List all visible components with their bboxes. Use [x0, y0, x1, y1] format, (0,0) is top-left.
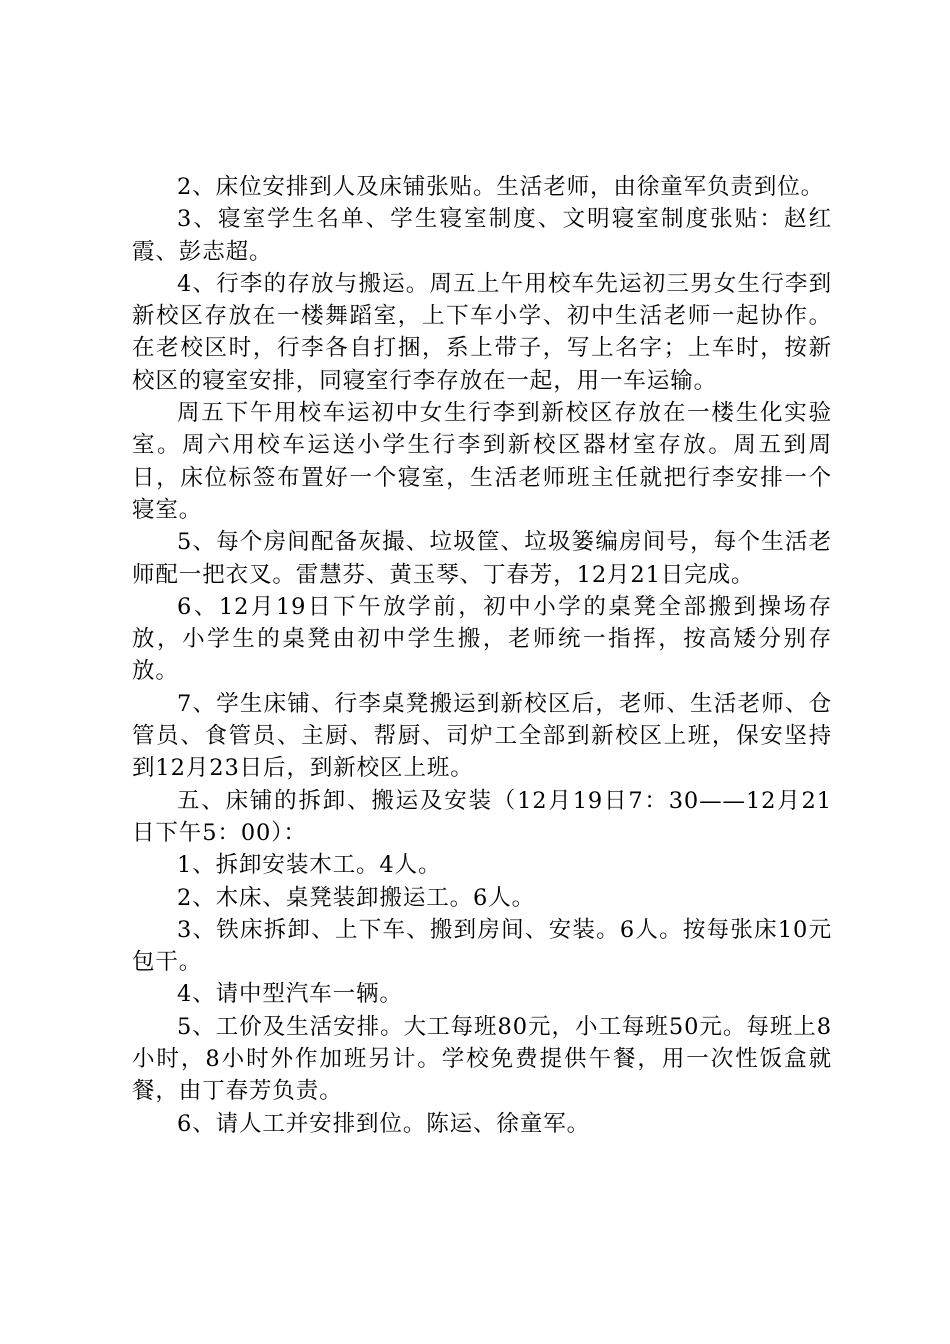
paragraph-iron-beds: 3、铁床拆卸、上下车、搬到房间、安装。6人。按每张床10元包干。 — [132, 916, 832, 976]
paragraph-wages: 5、工价及生活安排。大工每班80元，小工每班50元。每班上8小时，8小时外作加班另计。学校免费提供午餐，用一次性饭盒就餐，由丁春芳负责。 — [132, 1013, 832, 1105]
paragraph-luggage-schedule: 周五下午用校车运初中女生行李到新校区存放在一楼生化实验室。周六用校车运送小学生行李到新校区器材室存放。周五到周日，床位标签布置好一个寝室，生活老师班主任就把行李安排一个寝室。 — [132, 400, 832, 523]
paragraph-bed-assignment: 2、床位安排到人及床铺张贴。生活老师，由徐童军负责到位。 — [177, 174, 825, 200]
paragraph-desk-moving: 6、12月19日下午放学前，初中小学的桌凳全部搬到操场存放，小学生的桌凳由初中学生搬，老师统一指挥，按高矮分别存放。 — [132, 593, 832, 685]
paragraph-carpenters: 1、拆卸安装木工。4人。 — [177, 852, 442, 879]
paragraph-dorm-rules: 3、寝室学生名单、学生寝室制度、文明寝室制度张贴：赵红霞、彭志超。 — [132, 206, 832, 265]
section-heading-bed-disassembly: 五、床铺的拆卸、搬运及安装（12月19日7：30——12月21日下午5：00）： — [132, 787, 832, 846]
paragraph-staff-relocation: 7、学生床铺、行李桌凳搬运到新校区后，老师、生活老师、仓管员、食管员、主厨、帮厨、司炉工全部到新校区上班，保安坚持到12月23日后，到新校区上班。 — [132, 690, 832, 782]
paragraph-room-supplies: 5、每个房间配备灰撮、垃圾筐、垃圾篓编房间号，每个生活老师配一把衣叉。雷慧芬、黄玉琴、丁春芳，12月21日完成。 — [132, 529, 832, 588]
paragraph-luggage-storage: 4、行李的存放与搬运。周五上午用校车先运初三男女生行李到新校区存放在一楼舞蹈室，上下车小学、初中生活老师一起协作。在老校区时，行李各自打捆，系上带子，写上名字；上车时，按新校区的寝室安排，同寝室行李存放在一起，用一车运输。 — [132, 270, 832, 394]
document-page — [132, 171, 832, 1140]
paragraph-porters: 2、木床、桌凳装卸搬运工。6人。 — [177, 884, 536, 911]
paragraph-truck: 4、请中型汽车一辆。 — [177, 981, 403, 1008]
paragraph-hiring: 6、请人工并安排到位。陈运、徐童军。 — [177, 1110, 591, 1137]
